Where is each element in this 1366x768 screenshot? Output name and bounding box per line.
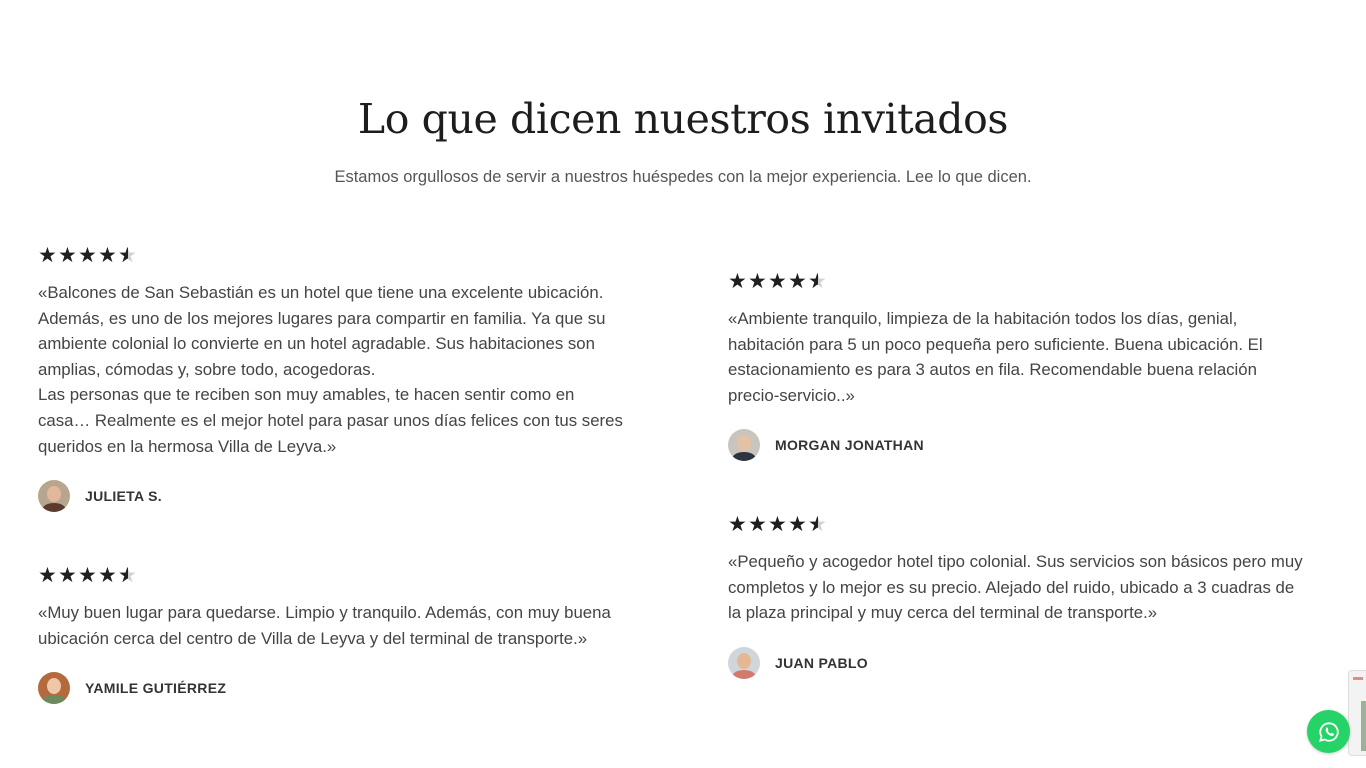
author-name: MORGAN JONATHAN: [775, 437, 924, 454]
star-icon: ★: [748, 270, 767, 293]
review-text: «Balcones de San Sebastián es un hotel que tiene una excelente ubicación. Además, es uno de los mejores lugares para compartir en familia. Ya que su ambiente colonial lo convierte en un hotel agradable. Sus habitaciones son amplias, cómodas y, sobre todo, acogedoras. Las personas que te reciben son muy amables, te hacen sentir como en casa… Realmente es el mejor hotel para pasar unos días felices con tus seres queridos en la hermosa Villa de Leyva.»: [38, 283, 623, 456]
review-author: [728, 429, 1328, 461]
star-rating: [728, 514, 1338, 536]
star-icon: ★: [728, 270, 747, 293]
avatar: [728, 429, 760, 461]
whatsapp-icon: [1318, 721, 1340, 743]
star-rating: [38, 245, 638, 267]
star-icon: ★: [78, 244, 97, 267]
star-icon: ★: [748, 513, 767, 536]
star-icon: ★: [768, 513, 787, 536]
section-subtitle: Estamos orgullosos de servir a nuestros huéspedes con la mejor experiencia. Lee lo que dicen.: [334, 168, 1032, 186]
star-icon: ★ ★: [808, 514, 828, 536]
star-icon: ★: [788, 270, 807, 293]
author-name: YAMILE GUTIÉRREZ: [85, 680, 227, 697]
review-author: [38, 672, 638, 704]
star-icon: ★: [98, 244, 117, 267]
star-icon: ★: [788, 513, 807, 536]
section-title: Lo que dicen nuestros invitados: [357, 95, 1009, 143]
whatsapp-button[interactable]: [1307, 710, 1350, 753]
star-rating: [38, 565, 638, 587]
review-card: [728, 271, 1328, 461]
review-text: «Pequeño y acogedor hotel tipo colonial. Sus servicios son básicos pero muy completos y lo mejor es su precio. Alejado del ruido, ubicado a 3 cuadras de la plaza principal y muy cerca del terminal de transporte.»: [728, 552, 1303, 623]
review-author: [728, 647, 1338, 679]
star-rating: [728, 271, 1328, 293]
star-icon: ★: [98, 564, 117, 587]
star-icon: ★ ★: [118, 245, 138, 267]
star-icon: ★: [78, 564, 97, 587]
star-icon: ★: [58, 564, 77, 587]
review-text: «Ambiente tranquilo, limpieza de la habitación todos los días, genial, habitación para 5 un poco pequeña pero suficiente. Buena ubicación. El estacionamiento es para 3 autos en fila. Recomendable buena relación precio-servicio..»: [728, 309, 1263, 405]
side-preview-widget[interactable]: [1348, 670, 1366, 756]
avatar: [38, 672, 70, 704]
star-icon: ★: [58, 244, 77, 267]
star-icon: ★: [768, 270, 787, 293]
star-icon: ★ ★: [118, 565, 138, 587]
avatar: [38, 480, 70, 512]
review-card: [728, 514, 1338, 679]
star-icon: ★: [38, 244, 57, 267]
star-icon: ★ ★: [808, 271, 828, 293]
author-name: JULIETA S.: [85, 488, 162, 505]
review-text: «Muy buen lugar para quedarse. Limpio y tranquilo. Además, con muy buena ubicación cerca del centro de Villa de Leyva y del terminal de transporte.»: [38, 603, 611, 648]
review-card: [38, 245, 638, 512]
star-icon: ★: [38, 564, 57, 587]
review-author: [38, 480, 638, 512]
star-icon: ★: [728, 513, 747, 536]
review-card: [38, 565, 638, 704]
avatar: [728, 647, 760, 679]
author-name: JUAN PABLO: [775, 654, 868, 671]
